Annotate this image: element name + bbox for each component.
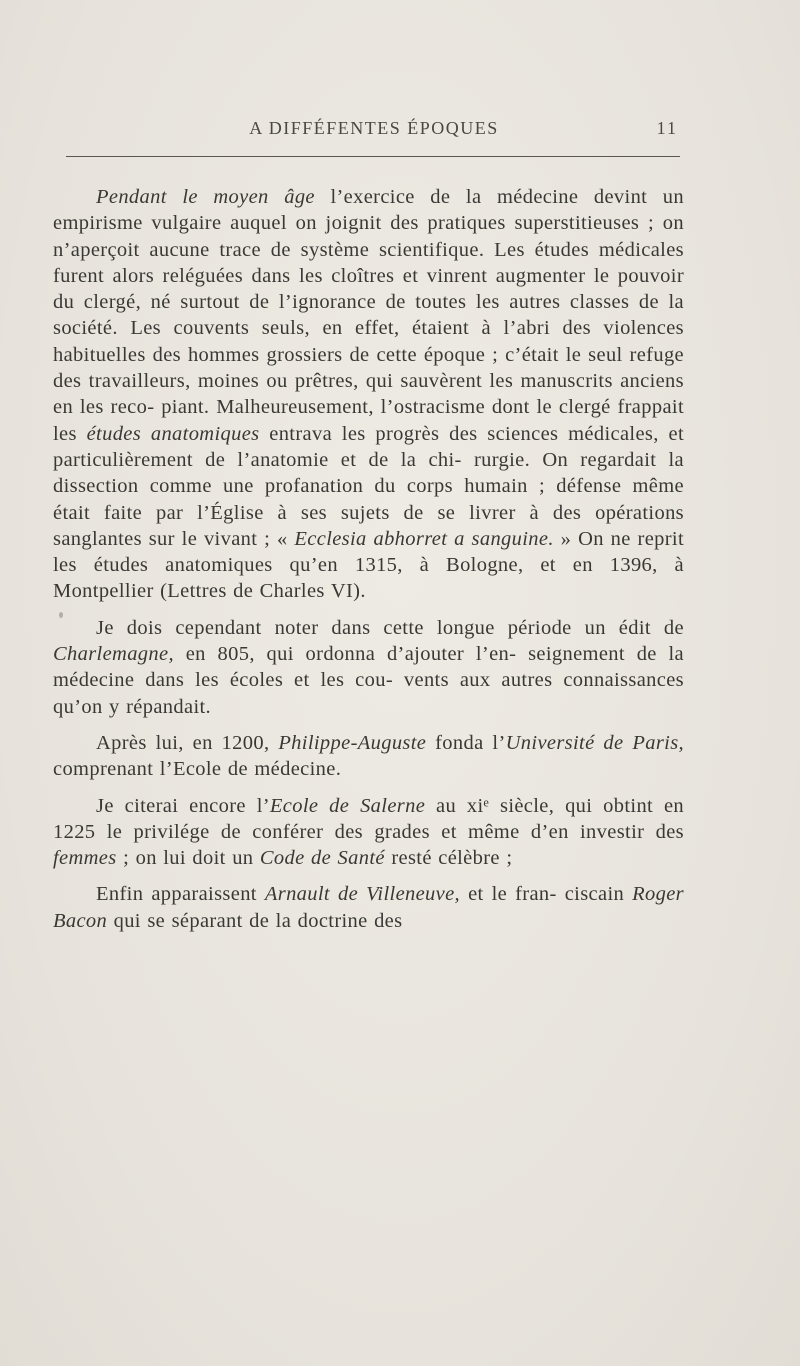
italic-run: Université de Paris, [505, 731, 684, 754]
text-run: entrava les progrès des sciences médicales, et particulièrement de l’anatomie et de la chi- rurgie. On regardait la dissection comme une profanation du corps humain ; défense même était faite par l’Église à ses sujets de se livrer à des opérations sanglantes sur le vivant ; « [53, 422, 684, 550]
italic-run: femmes [53, 847, 117, 870]
text-run: Je dois cependant noter dans cette longue période un édit de [96, 616, 684, 639]
text-run: Enfin apparaissent [96, 883, 265, 906]
italic-run: études anatomiques [86, 422, 260, 445]
italic-run: Ecole de Salerne [269, 794, 426, 817]
italic-run: Roger Bacon [53, 883, 684, 932]
text-run: Je citerai encore l’ [96, 794, 270, 817]
header-rule [66, 156, 680, 157]
text-run: ; on lui doit un [116, 847, 260, 870]
italic-run: Philippe-Auguste [278, 731, 427, 754]
text-run: resté célèbre ; [384, 847, 513, 870]
text-run: l’exercice de la médecine devint un empirisme vulgaire auquel on joignit des pratiques superstitieuses ; on n’aperçoit aucune trace de système scientifique. Les études médicales furent alors reléguées dans les cloîtres et vinrent augmenter le pouvoir du clergé, né surtout de l’ignorance de toutes les autres classes de la société. Les couvents seuls, en effet, étaient à l’abri des violences habituelles des hommes grossiers de cette époque ; c’était le seul refuge des travailleurs, moines ou prêtres, qui sauvèrent les manuscrits anciens en les reco- piant. Malheureusement, l’ostracisme dont le clergé frappait les [53, 186, 684, 445]
italic-run: Pendant le moyen âge [96, 186, 315, 208]
text-run: comprenant l’Ecole de médecine. [53, 758, 342, 781]
text-run: » On ne reprit les études anatomiques qu’en 1315, à Bologne, et en 1396, à Montpellier (Lettres de Charles VI). [53, 527, 685, 603]
running-title: A DIFFÉFENTES ÉPOQUES [249, 118, 499, 138]
text-run: en 805, qui ordonna d’ajouter l’en- seignement de la médecine dans les écoles et les cou- vents aux autres connaissances qu’on y répandait. [53, 643, 684, 718]
paragraph-3 [53, 730, 684, 783]
italic-run: Ecclesia abhorret a sanguine. [294, 527, 554, 550]
paragraph-4 [53, 793, 684, 872]
paragraph-1 [53, 184, 684, 605]
paragraph-5 [53, 881, 684, 934]
text-run: fonda l’ [426, 731, 506, 754]
paragraph-2 [53, 615, 684, 720]
page-number: 11 [656, 118, 678, 138]
italic-run: Arnault de Villeneuve, [264, 883, 461, 906]
text-run: au xiᵉ siècle, qui obtint en 1225 le privilége de conférer des grades et même d’en investir des [53, 794, 684, 843]
text-run: Après lui, en 1200, [96, 731, 279, 754]
text-run: qui se séparant de la doctrine des [107, 909, 403, 932]
italic-run: Charlemagne, [53, 643, 174, 666]
text-run: et le fran- ciscain [460, 883, 633, 906]
running-head [68, 118, 680, 144]
italic-run: Code de Santé [259, 847, 385, 870]
body-text [53, 184, 684, 934]
